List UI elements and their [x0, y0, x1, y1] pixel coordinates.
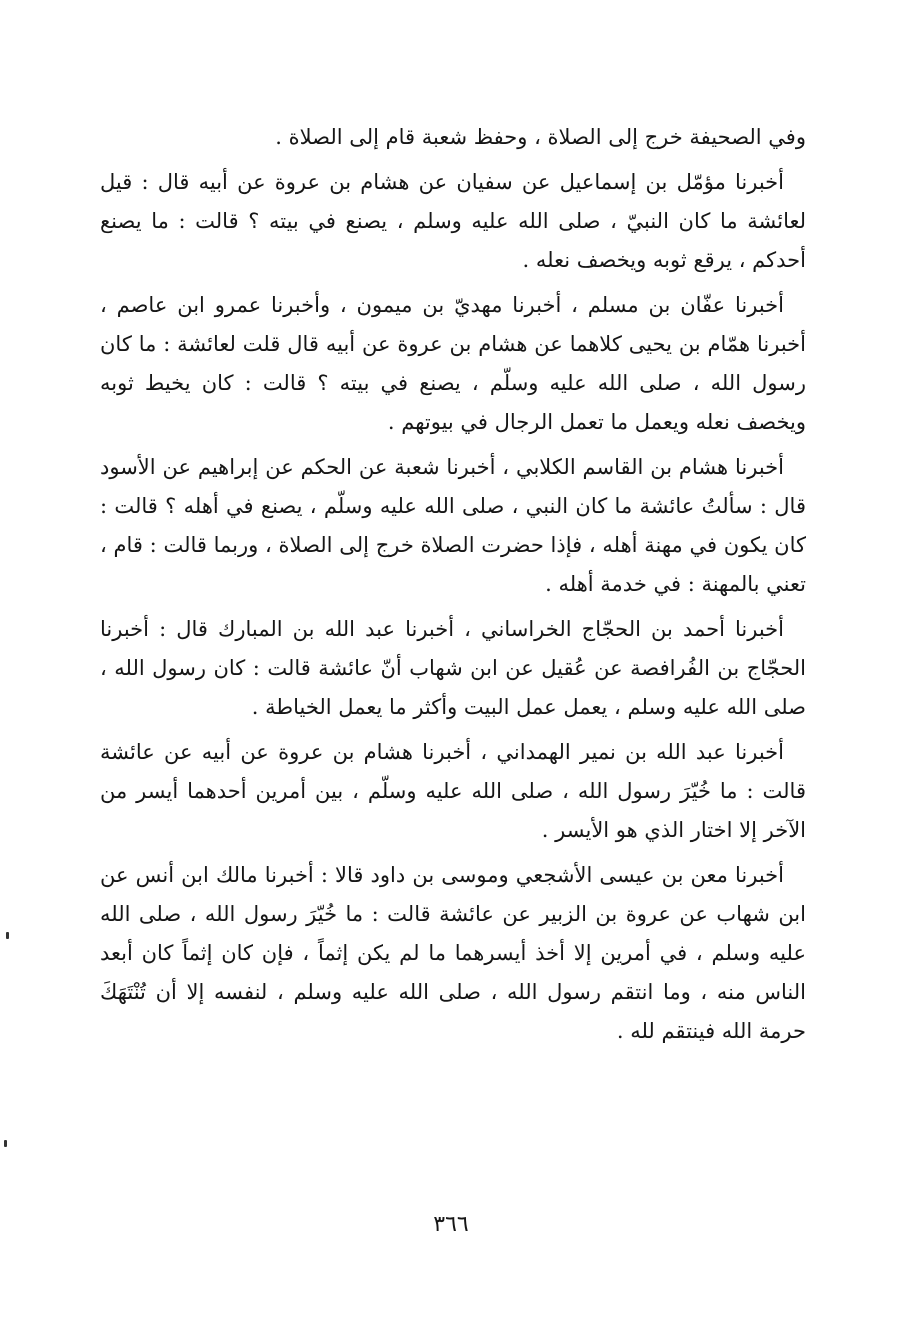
paragraph-3: أخبرنا عفّان بن مسلم ، أخبرنا مهديّ بن ميمون ، وأخبرنا عمرو ابن عاصم ، أخبرنا همّام بن يحيى كلاهما عن هشام بن عروة عن أبيه قال قلت لعائشة : ما كان رسول الله ، صلى الله عليه وسلّم ، يصنع في بيته ؟ قالت : كان يخيط ثوبه ويخصف نعله ويعمل ما تعمل الرجال في بيوتهم .	[100, 293, 806, 434]
paragraph-1: وفي الصحيفة خرج إلى الصلاة ، وحفظ شعبة قام إلى الصلاة .	[275, 125, 806, 149]
paragraph-5: أخبرنا أحمد بن الحجّاج الخراساني ، أخبرنا عبد الله بن المبارك قال : أخبرنا الحجّاج بن الفُرافصة عن عُقيل عن ابن شهاب أنّ عائشة قالت : كان رسول الله ، صلى الله عليه وسلم ، يعمل عمل البيت وأكثر ما يعمل الخياطة .	[100, 617, 806, 719]
paragraph-4: أخبرنا هشام بن القاسم الكلابي ، أخبرنا شعبة عن الحكم عن إبراهيم عن الأسود قال : سألتُ عائشة ما كان النبي ، صلى الله عليه وسلّم ، يصنع في أهله ؟ قالت : كان يكون في مهنة أهله ، فإذا حضرت الصلاة خرج إلى الصلاة ، وربما قالت : قام ، تعني بالمهنة : في خدمة أهله .	[100, 455, 806, 596]
paragraph-7: أخبرنا معن بن عيسى الأشجعي وموسى بن داود قالا : أخبرنا مالك ابن أنس عن ابن شهاب عن عروة بن الزبير عن عائشة قالت : ما خُيّرَ رسول الله ، صلى الله عليه وسلم ، في أمرين إلا أخذ أيسرهما ما لم يكن إثماً ، فإن كان إثماً كان أبعد الناس منه ، وما انتقم رسول الله ، صلى الله عليه وسلم ، لنفسه إلا أن تُنْتَهَكَ حرمة الله فينتقم لله .	[100, 863, 806, 1043]
page-number: ٣٦٦	[433, 1212, 469, 1237]
page-body	[100, 118, 806, 1057]
margin-mark	[4, 1140, 7, 1147]
paragraph-6: أخبرنا عبد الله بن نمير الهمداني ، أخبرنا هشام بن عروة عن أبيه عن عائشة قالت : ما خُيّرَ رسول الله ، صلى الله عليه وسلّم ، بين أمرين أحدهما أيسر من الآخر إلا اختار الذي هو الأيسر .	[100, 740, 806, 842]
margin-mark	[6, 932, 9, 939]
paragraph-2: أخبرنا مؤمّل بن إسماعيل عن سفيان عن هشام بن عروة عن أبيه قال : قيل لعائشة ما كان النبيّ ، صلى الله عليه وسلم ، يصنع في بيته ؟ قالت : ما يصنع أحدكم ، يرقع ثوبه ويخصف نعله .	[100, 170, 806, 272]
